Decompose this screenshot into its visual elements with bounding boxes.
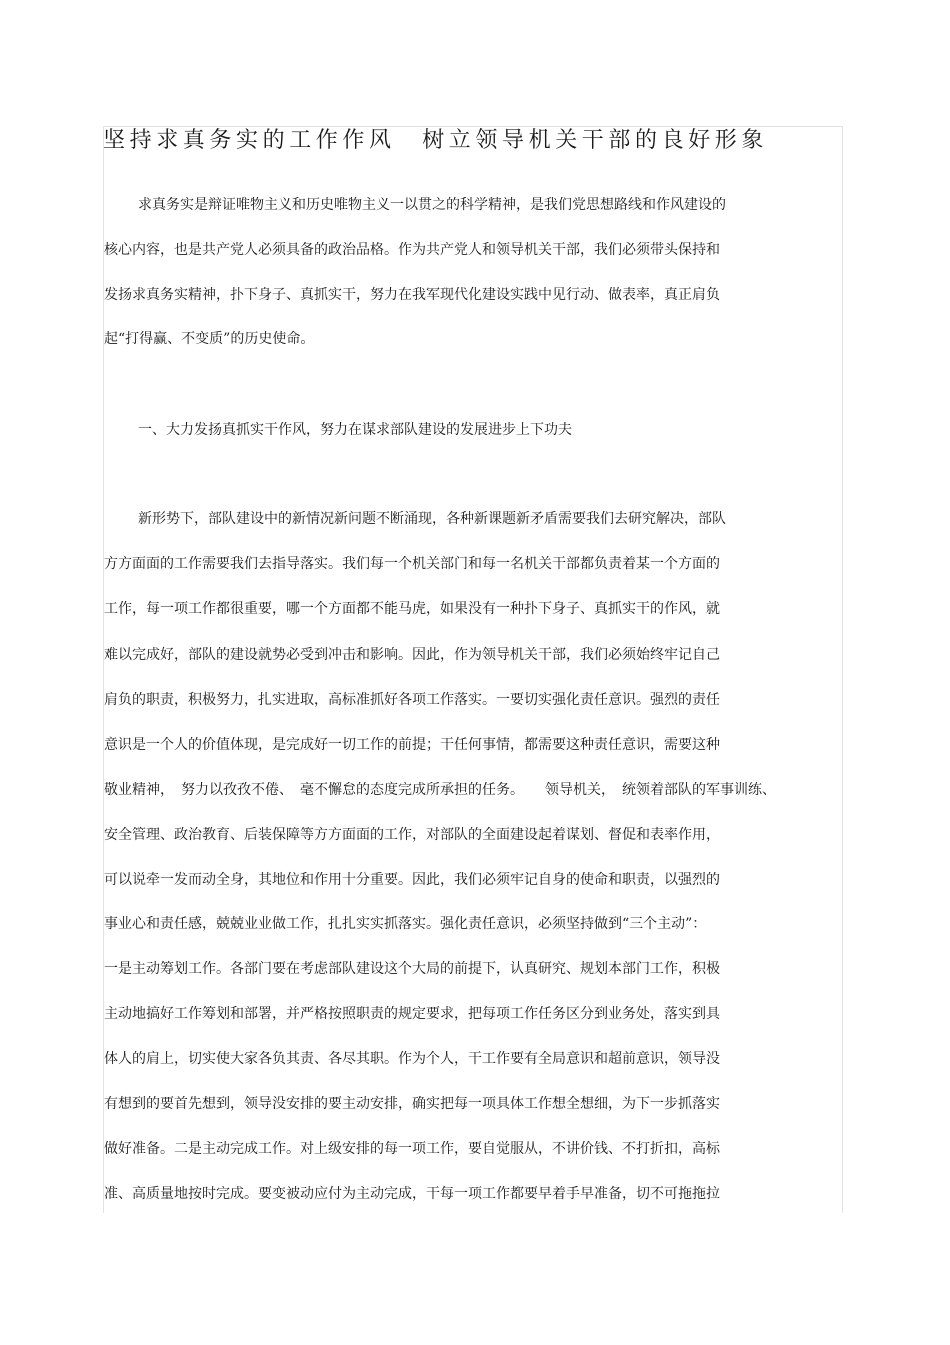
body-line-13: 体人的肩上，切实使大家各负其责、各尽其职。作为个人，干工作要有全局意识和超前意识，领导没 [104,1051,720,1067]
document-title: 坚持求真务实的工作作风 树立领导机关干部的良好形象 [103,128,769,153]
body-line-7: 敬业精神， 努力以孜孜不倦、 毫不懈怠的态度完成所承担的任务。 领导机关， 统领着部队的军事训练、 [104,782,776,798]
body-line-10: 事业心和责任感，兢兢业业做工作，扎扎实实抓落实。强化责任意识，必须坚持做到“三个主动”： [104,916,707,932]
intro-line-2: 核心内容，也是共产党人必须具备的政治品格。作为共产党人和领导机关干部，我们必须带头保持和 [104,242,720,258]
body-line-12: 主动地搞好工作筹划和部署，并严格按照职责的规定要求，把每项工作任务区分到业务处，落实到具 [104,1006,720,1022]
body-line-3: 工作，每一项工作都很重要，哪一个方面都不能马虎，如果没有一种扑下身子、真抓实干的作风，就 [104,601,720,617]
body-line-14: 有想到的要首先想到，领导没安排的要主动安排，确实把每一项具体工作想全想细，为下一步抓落实 [104,1096,720,1112]
body-line-4: 难以完成好，部队的建设就势必受到冲击和影响。因此，作为领导机关干部，我们必须始终牢记自己 [104,647,720,663]
body-line-1: 新形势下，部队建设中的新情况新问题不断涌现，各种新课题新矛盾需要我们去研究解决，部队 [138,511,726,527]
body-line-8: 安全管理、政治教育、后装保障等方方面面的工作，对部队的全面建设起着谋划、督促和表率作用， [104,827,720,843]
body-line-11: 一是主动筹划工作。各部门要在考虑部队建设这个大局的前提下，认真研究、规划本部门工作，积极 [104,961,720,977]
body-line-16: 准、高质量地按时完成。要变被动应付为主动完成，干每一项工作都要早着手早准备，切不可拖拖拉 [104,1186,720,1202]
body-line-9: 可以说牵一发而动全身，其地位和作用十分重要。因此，我们必须牢记自身的使命和职责，以强烈的 [104,872,720,888]
section-heading-1: 一、大力发扬真抓实干作风，努力在谋求部队建设的发展进步上下功夫 [138,422,572,438]
intro-line-1: 求真务实是辩证唯物主义和历史唯物主义一以贯之的科学精神，是我们党思想路线和作风建设的 [138,197,726,213]
body-line-5: 肩负的职责，积极努力，扎实进取，高标准抓好各项工作落实。一要切实强化责任意识。强烈的责任 [104,692,720,708]
body-line-6: 意识是一个人的价值体现，是完成好一切工作的前提；干任何事情，都需要这种责任意识，需要这种 [104,737,720,753]
body-line-15: 做好准备。二是主动完成工作。对上级安排的每一项工作，要自觉服从，不讲价钱、不打折扣，高标 [104,1141,720,1157]
body-line-2: 方方面面的工作需要我们去指导落实。我们每一个机关部门和每一名机关干部都负责着某一个方面的 [104,556,720,572]
intro-line-3: 发扬求真务实精神，扑下身子、真抓实干，努力在我军现代化建设实践中见行动、做表率，真正肩负 [104,287,720,303]
intro-line-4: 起“打得赢、不变质”的历史使命。 [104,331,315,347]
